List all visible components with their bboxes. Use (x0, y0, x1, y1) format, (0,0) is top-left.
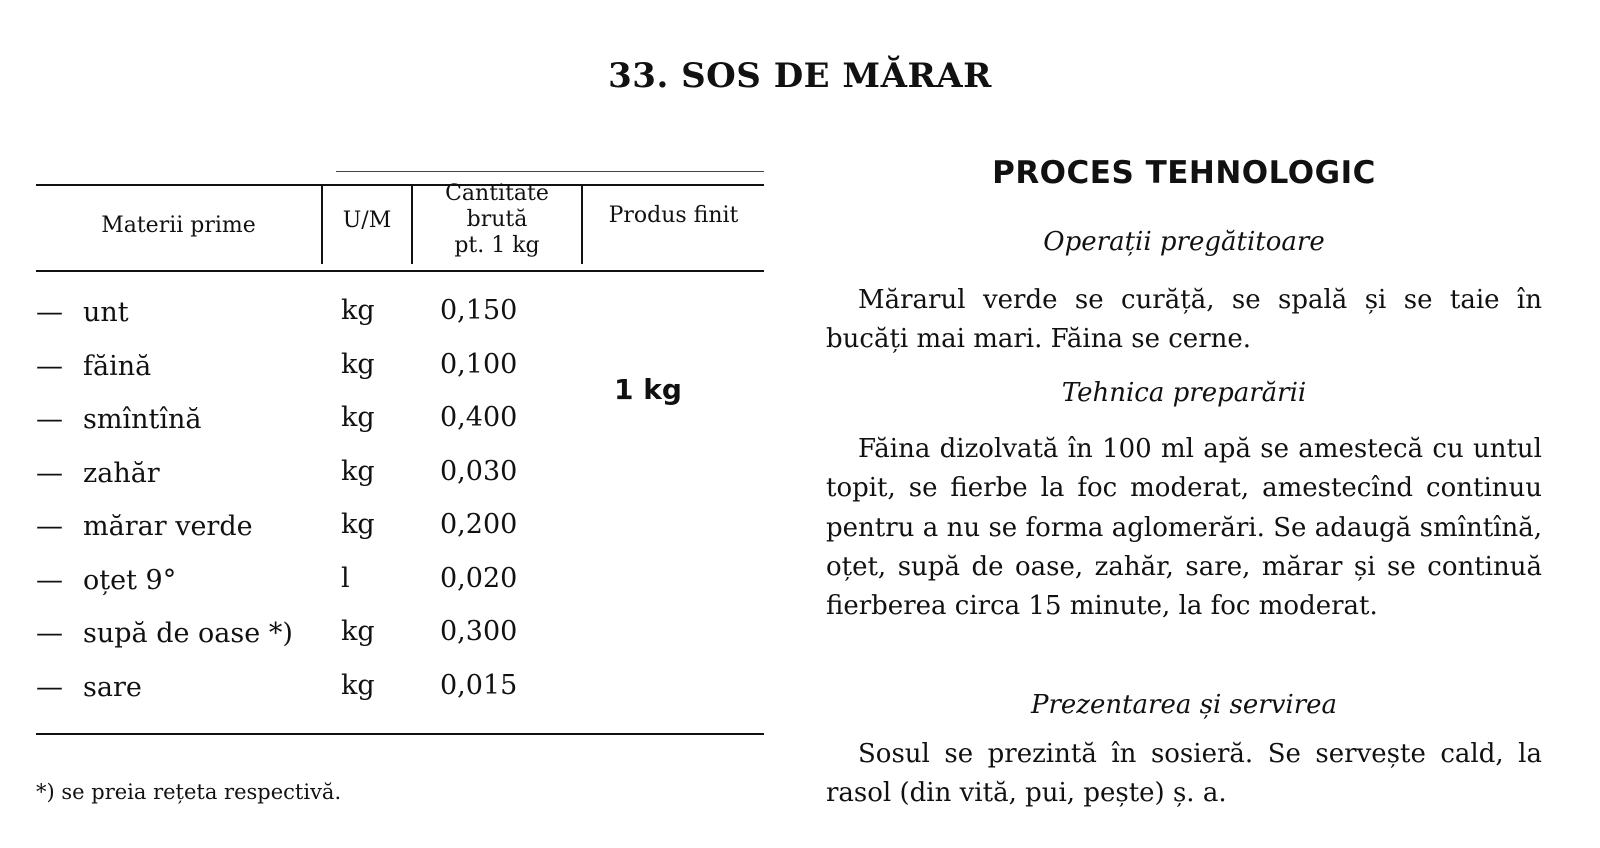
table-bottom-rule (36, 733, 764, 735)
ingredient-unit: kg (341, 348, 375, 380)
ingredient-name: smîntînă (83, 404, 202, 435)
row-dash: — (36, 671, 63, 703)
table-row (36, 402, 764, 456)
table-top-rule (36, 184, 764, 186)
header-um: U/M (342, 208, 392, 233)
row-dash: — (36, 618, 63, 649)
page-title: 33. SOS DE MĂRAR (608, 56, 992, 96)
header-bottom-rule (36, 270, 764, 272)
process-heading: PROCES TEHNOLOGIC (992, 155, 1376, 191)
section-paragraph: Mărarul verde se curăță, se spală și se taie în bucăți mai mari. Făina se cerne. (826, 285, 1542, 355)
ingredients-table (36, 0, 766, 848)
ingredient-unit: l (341, 562, 350, 594)
ingredient-unit: kg (341, 509, 375, 540)
row-dash: — (36, 564, 63, 596)
ingredient-name: mărar verde (83, 511, 253, 542)
row-dash: — (36, 457, 63, 489)
section-subtitle: Prezentarea și servirea (1030, 690, 1338, 720)
header-materii-prime: Materii prime (101, 213, 256, 238)
table-row (36, 563, 764, 617)
table-row (36, 616, 764, 670)
header-produs-finit: Produs finit (608, 203, 739, 228)
table-row (36, 670, 764, 724)
footnote: *) se preia rețeta respectivă. (36, 780, 342, 804)
ingredient-quantity: 0,400 (440, 402, 518, 433)
ingredient-unit: kg (341, 616, 375, 647)
ingredient-name: unt (83, 297, 129, 328)
ingredient-quantity: 0,300 (440, 616, 518, 647)
ingredient-quantity: 0,030 (440, 455, 518, 487)
row-dash: — (36, 511, 63, 542)
table-row (36, 295, 764, 349)
table-row (36, 456, 764, 510)
table-top-thin-rule (336, 171, 764, 172)
ingredient-quantity: 0,020 (440, 562, 518, 594)
ingredient-name: oțet 9° (83, 564, 177, 596)
section-paragraph: Făina dizolvată în 100 ml apă se amestecă cu untul topit, se fierbe la foc moderat, amestecînd continuu pentru a nu se forma aglomerări. Se adaugă smîntînă, oțet, supă de oase, zahăr, sare, mărar și se continuă fierberea circa 15 minute, la foc moderat. (826, 434, 1542, 622)
ingredient-rows (36, 295, 764, 723)
section-subtitle: Tehnica preparării (1061, 378, 1307, 408)
section-paragraph: Sosul se prezintă în sosieră. Se servește cald, la rasol (din vită, pui, pește) ș. a. (826, 739, 1542, 809)
process-section (826, 0, 1542, 848)
finished-product-value: 1 kg (614, 373, 682, 406)
ingredient-unit: kg (341, 295, 375, 326)
ingredient-quantity: 0,015 (440, 669, 518, 701)
ingredient-name: supă de oase *) (83, 618, 293, 649)
ingredient-unit: kg (341, 455, 375, 487)
header-cantitate-line: pt. 1 kg (454, 233, 540, 258)
row-dash: — (36, 350, 63, 382)
ingredient-quantity: 0,200 (440, 509, 518, 540)
section-subtitle: Operații pregătitoare (1043, 227, 1325, 257)
ingredient-name: sare (83, 671, 142, 703)
ingredient-unit: kg (341, 402, 375, 433)
ingredient-quantity: 0,150 (440, 295, 518, 326)
row-dash: — (36, 404, 63, 435)
ingredient-unit: kg (341, 669, 375, 701)
header-cantitate-line: Cantitate (445, 181, 549, 206)
header-cantitate-line: brută (466, 207, 528, 232)
ingredient-name: făină (83, 350, 152, 382)
table-row (36, 509, 764, 563)
ingredient-name: zahăr (83, 457, 160, 489)
header-cantitate (413, 181, 581, 259)
row-dash: — (36, 297, 63, 328)
ingredient-quantity: 0,100 (440, 348, 518, 380)
